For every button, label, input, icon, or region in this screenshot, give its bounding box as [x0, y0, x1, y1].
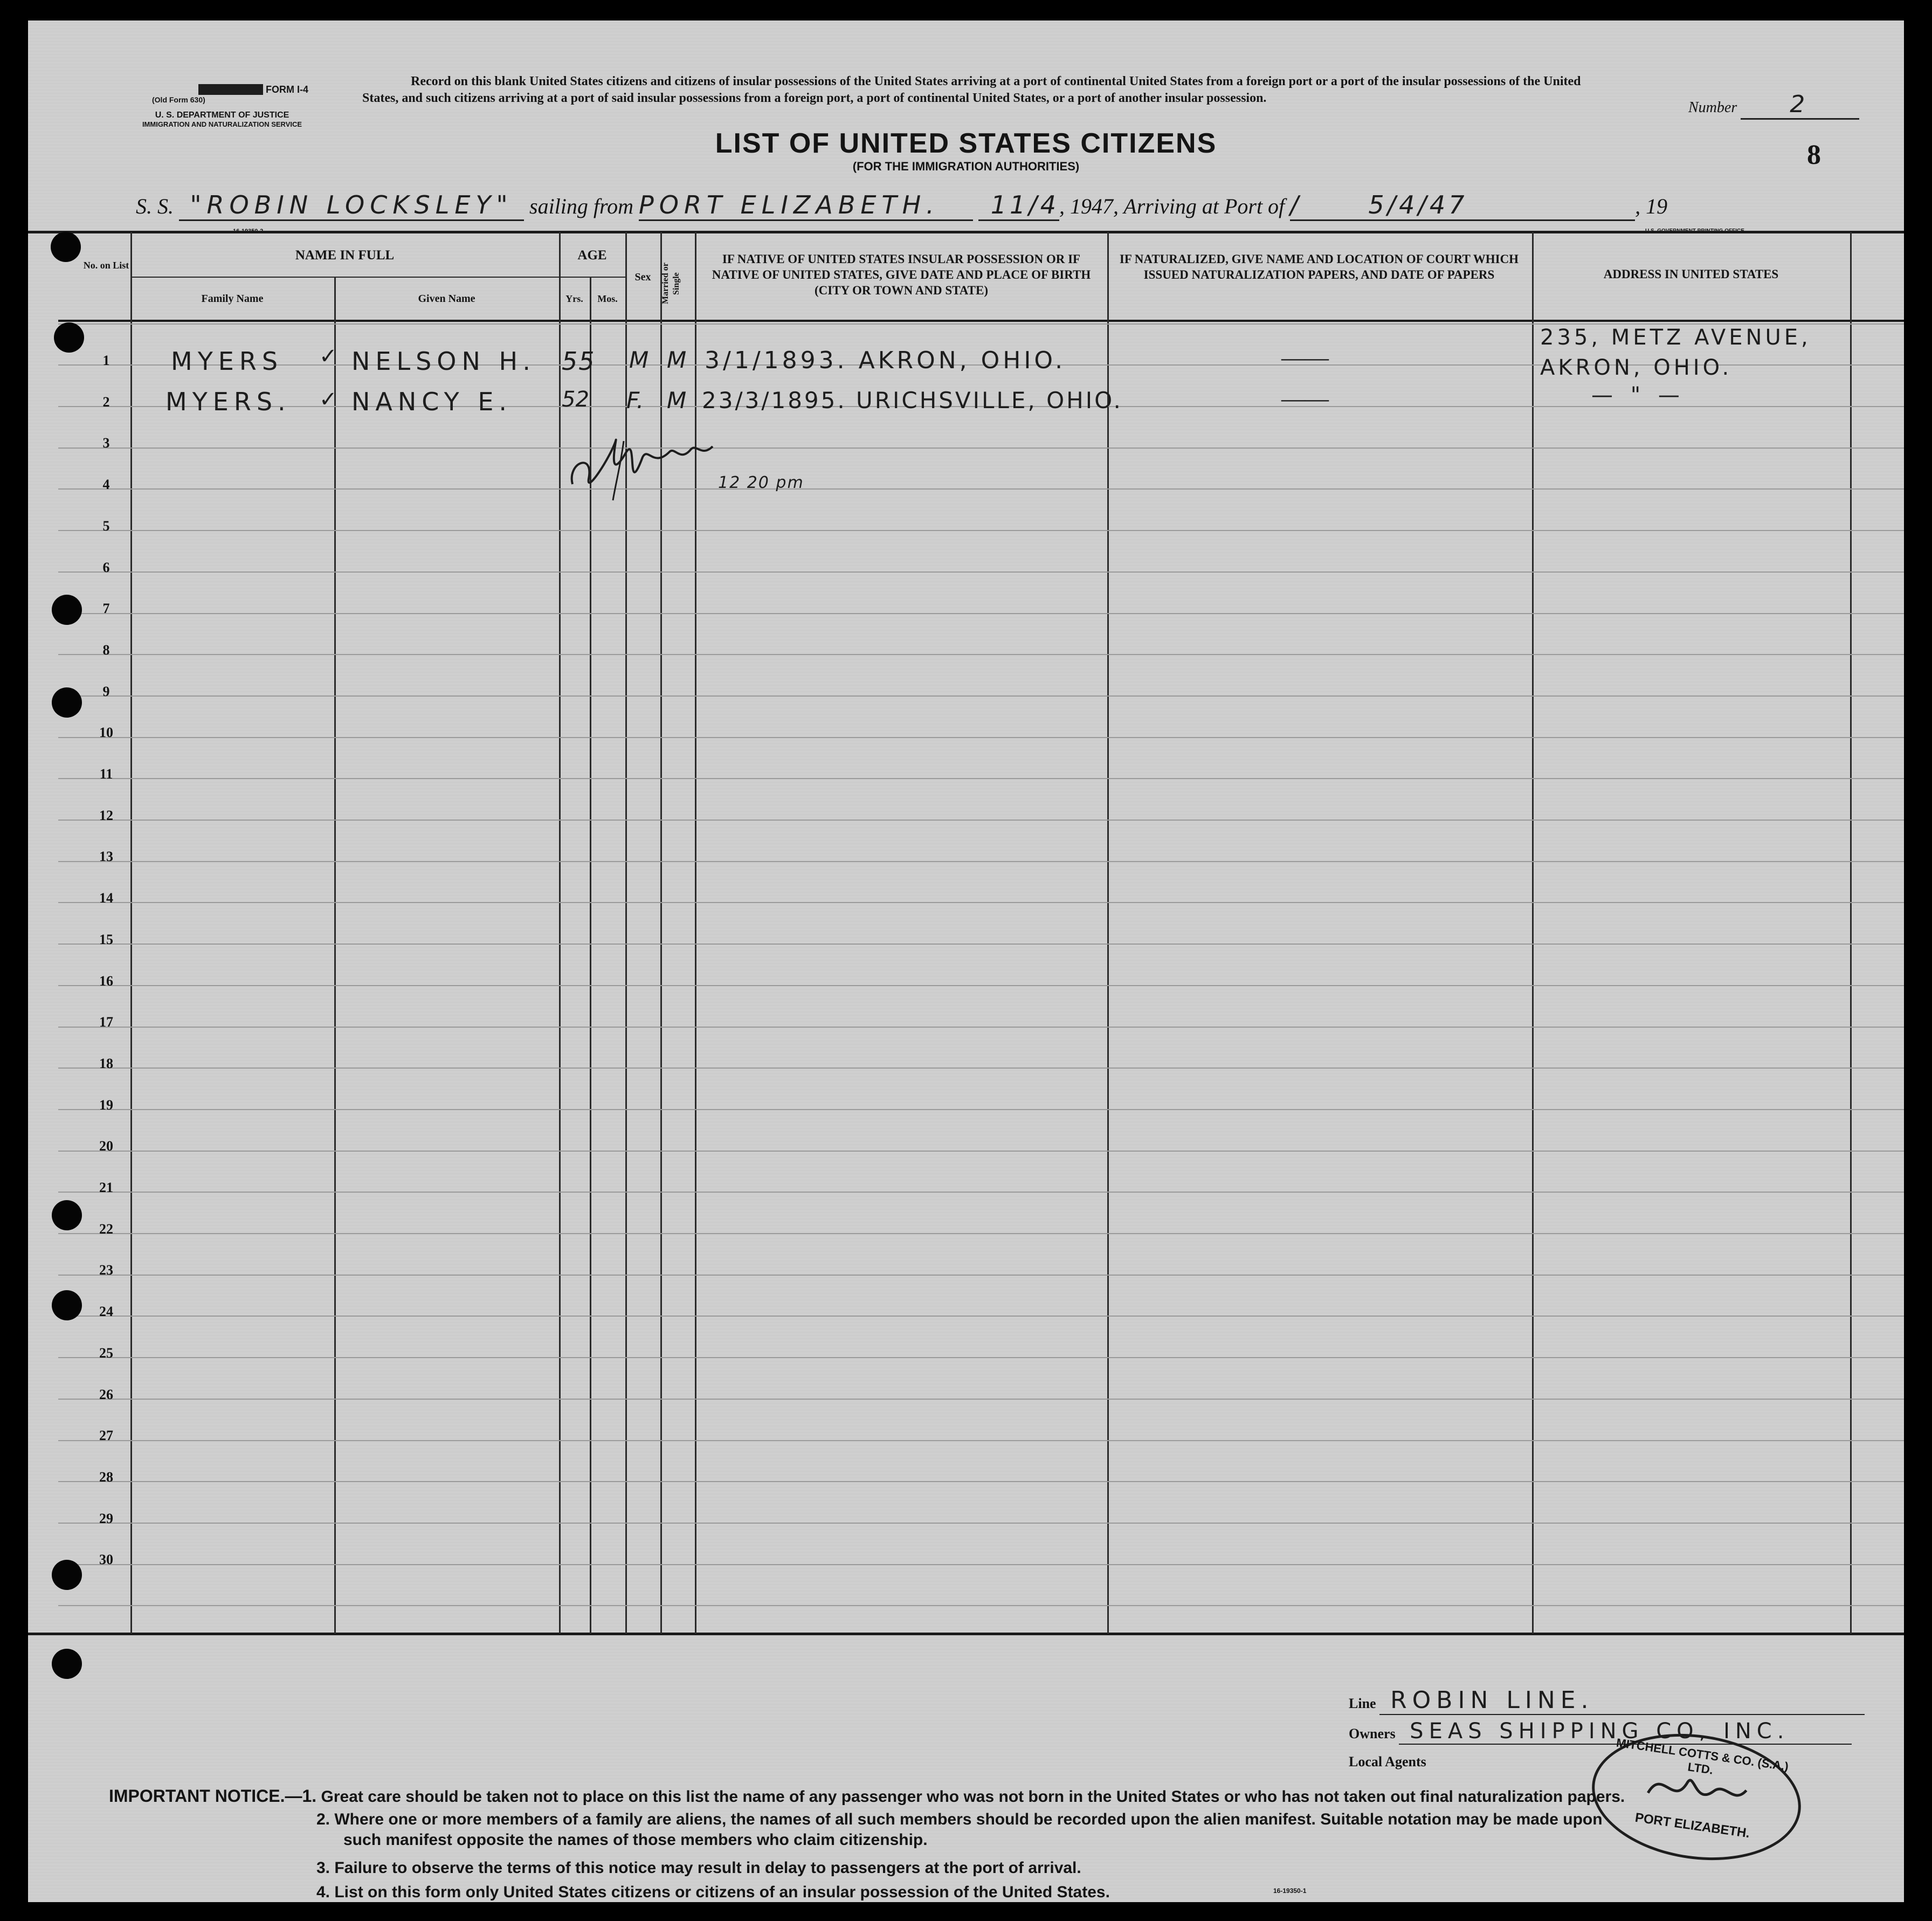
punch-hole [52, 595, 82, 625]
row-rule [58, 1192, 1904, 1193]
row-number: 25 [99, 1345, 113, 1361]
row-number: 28 [99, 1469, 113, 1485]
stamp-bottom-text: PORT ELIZABETH. [1634, 1810, 1751, 1841]
row-number: 26 [99, 1387, 113, 1402]
department-name: U. S. DEPARTMENT OF JUSTICE [155, 111, 289, 120]
row-rule [58, 1440, 1904, 1441]
row-rule [58, 1233, 1904, 1234]
header-yrs: Yrs. [565, 293, 583, 304]
name-subheader-line [130, 277, 572, 278]
row-rule [58, 1357, 1904, 1358]
row-number: 15 [99, 932, 113, 947]
inspector-signature [562, 419, 723, 506]
form-number: FORM I-4 [266, 84, 308, 95]
form-title: LIST OF UNITED STATES CITIZENS [715, 128, 1217, 159]
entry-2-age: 52 [562, 387, 589, 412]
row-number: 7 [102, 601, 110, 616]
punch-hole [52, 687, 82, 718]
ss-label: S. S. [136, 194, 174, 218]
row-number: 19 [99, 1097, 113, 1113]
row-number: 14 [99, 890, 113, 906]
row-number: 29 [99, 1511, 113, 1526]
row-number: 17 [99, 1014, 113, 1030]
col-line-given [559, 232, 561, 1634]
row-rule [58, 1564, 1904, 1565]
entry-1-address: 235, METZ AVENUE, AKRON, OHIO. [1540, 325, 1811, 380]
entry-1-given-name: NELSON H. [351, 347, 536, 376]
row-rule [58, 654, 1904, 655]
entry-2-sex: F. [626, 387, 644, 414]
arrival-date-field [1290, 190, 1635, 221]
departure-port: PORT ELIZABETH. [639, 190, 973, 221]
row-number: 30 [99, 1552, 113, 1567]
year-suffix: , 19 [1635, 194, 1668, 218]
owners-value: SEAS SHIPPING CO, INC. [1399, 1719, 1852, 1745]
entry-2-married: M [667, 387, 690, 414]
row-number: 1 [102, 353, 110, 368]
entry-2-naturalized: —— [1281, 385, 1329, 412]
service-name: IMMIGRATION AND NATURALIZATION SERVICE [142, 120, 302, 128]
row-number: 12 [99, 808, 113, 823]
stamp-top-text: MITCHELL COTTS & CO. (S.A.) LTD. [1615, 1736, 1790, 1777]
row-rule [58, 1151, 1904, 1152]
punch-hole [52, 1290, 82, 1320]
header-mos: Mos. [597, 293, 618, 304]
row-rule [58, 1399, 1904, 1400]
age-subheader-line [559, 277, 626, 278]
row-rule [58, 902, 1904, 903]
departure-year: , 1947 [1059, 194, 1113, 218]
old-form-number: (Old Form 630) [152, 95, 205, 104]
col-line-naturalized [1532, 232, 1534, 1634]
row-number: 22 [99, 1221, 113, 1237]
entry-2-address: — " — [1591, 383, 1685, 408]
list-number [1688, 91, 1893, 120]
time-annotation: 12 20 pm [718, 473, 804, 492]
page-mark: 8 [1807, 140, 1821, 170]
row-rule [58, 696, 1904, 697]
row-rule [58, 1316, 1904, 1317]
header-married-single: Married or Single [661, 263, 681, 305]
row-rule [58, 447, 1904, 449]
entry-2-given-name: NANCY E. [351, 387, 513, 416]
row-rule [58, 778, 1904, 779]
sailing-label: sailing from [529, 194, 633, 218]
form-identifier: XXXXXXXXXX FORM I-4 (Old Form 630) U. S. DEPARTMENT OF JUSTICE IMMIGRATION AND NATURALIZATION SERVICE [136, 84, 308, 128]
table-top-border [28, 231, 1904, 233]
row-rule [58, 1027, 1904, 1028]
row-number: 24 [99, 1304, 113, 1319]
table-bottom-border [28, 1633, 1904, 1635]
row-rule [58, 1605, 1904, 1606]
col-line-address [1850, 232, 1852, 1634]
line-field [1349, 1686, 1888, 1715]
row-rule [58, 488, 1904, 490]
header-sex: Sex [634, 271, 651, 283]
row-number: 4 [102, 477, 110, 492]
row-number: 8 [102, 642, 110, 658]
row-number: 23 [99, 1262, 113, 1278]
entry-2-check-mark: ✓ [319, 387, 341, 412]
notice-item-4: 4. List on this form only United States citizens or citizens of an insular possession of the United States. [316, 1883, 1110, 1901]
row-number: 13 [99, 849, 113, 864]
entry-1-birth: 3/1/1893. AKRON, OHIO. [705, 347, 1066, 374]
entry-1-married: M [667, 347, 690, 373]
row-number: 21 [99, 1180, 113, 1195]
row-number: 10 [99, 725, 113, 740]
row-rule [58, 1481, 1904, 1482]
punch-hole [51, 232, 81, 262]
arrival-date: 5/4/47 [1368, 190, 1468, 219]
number-value: 2 [1741, 91, 1859, 120]
header-name-in-full: NAME IN FULL [295, 248, 395, 263]
form-sheet [28, 20, 1904, 1902]
instructions-text: Record on this blank United States citizens and citizens of insular possessions of the United States arriving at a port of continental United States from a foreign port or a port of the insular possessions of the United States, and such citizens arriving at a port of said insular possessions from a foreign port, a port of continental United States, or a port of another insular possession. [362, 74, 1581, 105]
entry-1-sex: M [629, 347, 652, 373]
row-rule [58, 820, 1904, 821]
col-line-native [1107, 232, 1109, 1634]
entry-1-family-name: MYERS [171, 347, 284, 376]
row-rule [58, 861, 1904, 862]
row-rule [58, 737, 1904, 738]
number-label: Number [1688, 99, 1737, 116]
row-rule [58, 1275, 1904, 1276]
arriving-label: , Arriving at Port of [1113, 194, 1285, 218]
entry-2-birth: 23/3/1895. URICHSVILLE, OHIO. [702, 387, 1123, 414]
col-line-family [334, 277, 336, 1634]
punch-hole [52, 1200, 82, 1230]
punch-hole [52, 1560, 82, 1590]
line-label: Line [1349, 1696, 1376, 1711]
entry-1-naturalized: —— [1281, 345, 1329, 371]
row-number: 27 [99, 1428, 113, 1443]
header-age: AGE [577, 248, 607, 263]
notice-1-text: Great care should be taken not to place on this list the name of any passenger who was not born in the United States or who has not taken out final naturalization papers. [321, 1788, 1625, 1806]
header-family-name: Family Name [201, 293, 264, 305]
row-number: 11 [99, 766, 113, 782]
entry-1-age: 55 [562, 347, 596, 376]
row-rule [58, 613, 1904, 614]
header-naturalized: IF NATURALIZED, GIVE NAME AND LOCATION OF COURT WHICH ISSUED NATURALIZATION PAPERS, AND DATE OF PAPERS [1119, 252, 1519, 281]
row-rule [58, 944, 1904, 945]
row-rule [58, 1523, 1904, 1524]
departure-date: 11/4 [978, 190, 1059, 221]
header-native: IF NATIVE OF UNITED STATES INSULAR POSSESSION OR IF NATIVE OF UNITED STATES, GIVE DATE AND PLACE OF BIRTH (CITY OR TOWN AND STATE) [712, 252, 1091, 297]
row-rule [58, 1109, 1904, 1110]
notice-item-2: 2. Where one or more members of a family are aliens, the names of all such members should be recorded upon the alien manifest. Suitable notation may be made upon [316, 1810, 1603, 1828]
arrival-mark: / [1290, 190, 1302, 219]
row-number: 18 [99, 1056, 113, 1071]
row-number: 2 [102, 394, 110, 410]
row-number: 3 [102, 435, 110, 451]
voyage-line [136, 190, 1861, 233]
col-line-no [130, 232, 132, 1634]
notice-print-code: 16-19350-1 [1273, 1887, 1307, 1895]
row-rule [58, 985, 1904, 986]
notice-item-3: 3. Failure to observe the terms of this notice may result in delay to passengers at the port of arrival. [316, 1859, 1081, 1877]
ship-name: "ROBIN LOCKSLEY" [179, 190, 524, 221]
header-no-on-list: No. on List [83, 260, 129, 271]
row-number: 5 [102, 518, 110, 534]
header-given-name: Given Name [418, 293, 475, 305]
entry-2-family-name: MYERS. [165, 387, 291, 416]
row-number: 16 [99, 973, 113, 989]
notice-item-2-cont: such manifest opposite the names of those members who claim citizenship. [343, 1831, 928, 1849]
row-number: 6 [102, 560, 110, 575]
row-number: 9 [102, 684, 110, 699]
header-address: ADDRESS IN UNITED STATES [1603, 267, 1779, 281]
form-subtitle: (FOR THE IMMIGRATION AUTHORITIES) [852, 160, 1080, 173]
notice-heading: IMPORTANT NOTICE.—1. [109, 1786, 317, 1806]
row-rule [58, 1068, 1904, 1069]
row-rule [58, 572, 1904, 573]
punch-hole [54, 322, 84, 353]
entry-1-check-mark: ✓ [319, 344, 341, 369]
row-number: 20 [99, 1138, 113, 1154]
owners-label: Owners [1349, 1726, 1396, 1741]
notice-item-1 [109, 1786, 1834, 1806]
row-rule [58, 530, 1904, 531]
line-value: ROBIN LINE. [1379, 1686, 1865, 1715]
agents-label: Local Agents [1349, 1754, 1426, 1769]
punch-hole [52, 1649, 82, 1679]
